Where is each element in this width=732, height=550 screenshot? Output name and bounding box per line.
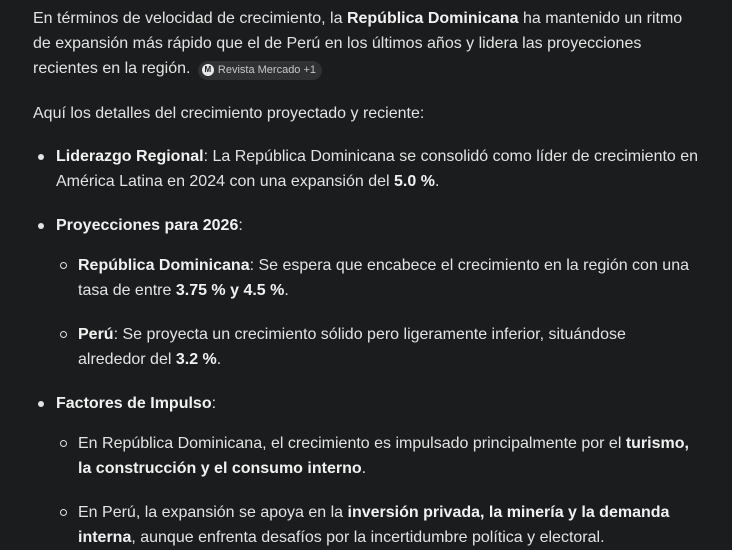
sub-bullet-text: En Perú, la expansión se apoya en la [78,504,348,521]
sub-bullet-bold-value: turismo, la construcción y el consumo interno [78,435,689,477]
bullet-bold-value: 5.0 % [394,173,435,190]
sub-bullet-title: Perú [78,326,114,343]
bullet-factores [33,391,711,550]
bullet-text: : [238,217,243,234]
sub-bullet-text-end: . [361,460,367,477]
sub-bullet-factores-rd [56,431,690,481]
bullet-title: Proyecciones para 2026 [56,217,239,234]
sub-bullet-text: : Se espera que encabece el crecimiento en la región con una tasa de entre [78,257,689,299]
bullet-liderazgo [33,144,711,194]
lead-paragraph: Aquí los detalles del crecimiento proyectado y reciente: [33,105,425,122]
sub-bullet-list [56,253,711,372]
intro-paragraph [33,6,693,81]
source-chip[interactable] [198,61,322,80]
sub-bullet-bold-value: 3.2 % [175,351,217,368]
bullet-title: Liderazgo Regional [56,148,204,165]
bullet-proyecciones [33,213,711,372]
sub-bullet-bold-value: 3.75 % y 4.5 % [175,282,285,299]
bullet-text-end: . [434,173,440,190]
sub-bullet-text-end: . [216,351,222,368]
bullet-text: : [211,395,217,412]
intro-bold-1: República Dominicana [346,10,519,27]
revista-mercado-logo-icon: M [202,64,214,76]
sub-bullet-list [56,431,711,550]
sub-bullet-republica-dominicana [56,253,690,303]
sub-bullet-title: República Dominicana [78,257,250,274]
bullet-text: : La República Dominicana se consolidó como líder de crecimiento en América Latina en 2024 con una expansión del [56,148,699,190]
sub-bullet-factores-peru [56,500,690,550]
sub-bullet-text: En República Dominicana, el crecimiento es impulsado principalmente por el [78,435,626,452]
sub-bullet-text-end: . [284,282,289,299]
intro-text-1: En términos de velocidad de crecimiento, la [33,10,347,27]
bullet-title: Factores de Impulso [56,395,212,412]
sub-bullet-text: : Se proyecta un crecimiento sólido pero ligeramente inferior, situándose alrededor del [78,326,626,368]
sub-bullet-text-end: , aunque enfrenta desafíos por la incertidumbre política y electoral. [131,529,605,546]
sub-bullet-bold-value: inversión privada, la minería y la demanda interna [78,504,670,546]
sub-bullet-peru [56,322,690,372]
intro-text-2: ha mantenido un ritmo de expansión más rápido que el de Perú en los últimos años y lidera las proyecciones recientes en la región. [33,10,683,77]
source-chip-label: Revista Mercado +1 [217,63,317,76]
bullet-list [33,144,732,550]
